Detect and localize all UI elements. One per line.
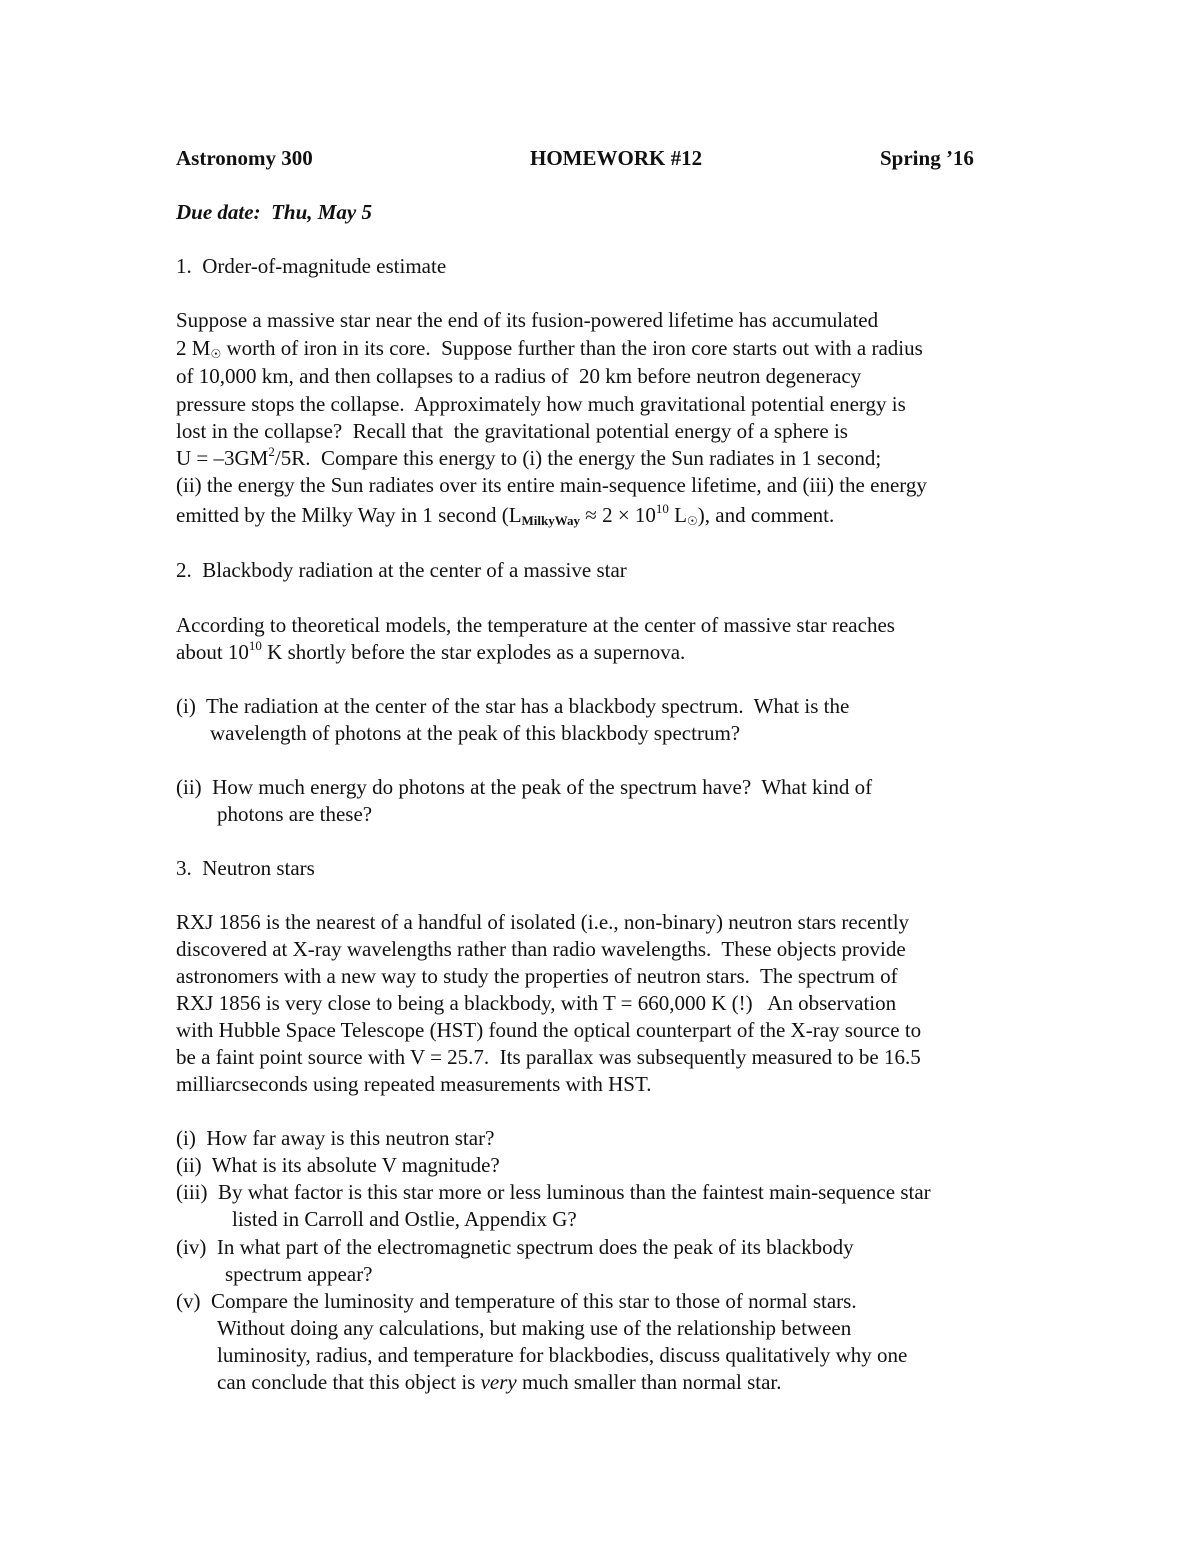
text-run: L [668,503,687,527]
problem-1-line [176,501,835,528]
problem-1-line [176,444,882,470]
problem-1-line: (ii) the energy the Sun radiates over its entire main-sequence lifetime, and (iii) the energy [176,473,927,497]
problem-3-question-i: (i) How far away is this neutron star? [176,1126,495,1150]
problem-2-part-ii: (ii) How much energy do photons at the peak of the spectrum have? What kind of [176,775,873,799]
problem-3-line: astronomers with a new way to study the properties of neutron stars. The spectrum of [176,964,898,988]
text-run: worth of iron in its core. Suppose further than the iron core starts out with a radius [221,336,923,360]
problem-2-heading: 2. Blackbody radiation at the center of a massive star [176,558,627,582]
due-label: Due date: [176,200,261,224]
problem-3-line: milliarcseconds using repeated measurements with HST. [176,1072,652,1096]
homework-title: HOMEWORK #12 [530,146,703,170]
problem-3-question-iii: listed in Carroll and Ostlie, Appendix G? [232,1207,577,1231]
problem-1-line: of 10,000 km, and then collapses to a radius of 20 km before neutron degeneracy [176,364,862,388]
problem-3-question-iii: (iii) By what factor is this star more or less luminous than the faintest main-sequence star [176,1180,931,1204]
problem-1-heading: 1. Order-of-magnitude estimate [176,254,447,278]
sun-symbol: ☉ [687,514,698,528]
problem-1-line: Suppose a massive star near the end of its fusion-powered lifetime has accumulated [176,308,879,332]
exponent: 2 [268,444,275,459]
problem-2-line [176,638,686,664]
problem-2-part-i: wavelength of photons at the peak of this blackbody spectrum? [210,721,741,745]
exponent: 10 [655,501,669,516]
subscript: MilkyWay [521,513,581,528]
text-run: ), and comment. [697,503,835,527]
text-run: 2 M [176,336,211,360]
problem-2-line: According to theoretical models, the temperature at the center of massive star reaches [176,613,895,637]
problem-3-question-iv: (iv) In what part of the electromagnetic spectrum does the peak of its blackbody [176,1235,854,1259]
problem-3-line: be a faint point source with V = 25.7. Its parallax was subsequently measured to be 16.5 [176,1045,921,1069]
problem-2-part-i: (i) The radiation at the center of the star has a blackbody spectrum. What is the [176,694,850,718]
sun-symbol: ☉ [210,347,222,361]
due-date [176,202,372,223]
problem-3-line: RXJ 1856 is the nearest of a handful of isolated (i.e., non-binary) neutron stars recently [176,910,910,934]
problem-3-question-v: Without doing any calculations, but making use of the relationship between [217,1316,852,1340]
text-run: much smaller than normal star. [516,1370,782,1394]
due-value: Thu, May 5 [271,200,373,224]
text-run: about 10 [176,640,249,664]
text-run: can conclude that this object is [217,1370,481,1394]
emphasis: very [480,1370,517,1394]
problem-3-line: discovered at X-ray wavelengths rather than radio wavelengths. These objects provide [176,937,906,961]
text-run: K shortly before the star explodes as a supernova. [261,640,686,664]
text-run: /5R. Compare this energy to (i) the energy the Sun radiates in 1 second; [274,446,882,470]
course-name: Astronomy 300 [176,146,313,170]
problem-1-line [176,338,923,359]
problem-1-line: pressure stops the collapse. Approximately how much gravitational potential energy is [176,392,906,416]
problem-3-heading: 3. Neutron stars [176,856,315,880]
problem-3-question-ii: (ii) What is its absolute V magnitude? [176,1153,500,1177]
text-run: emitted by the Milky Way in 1 second (L [176,503,522,527]
problem-3-question-iv: spectrum appear? [225,1262,373,1286]
text-run: ≈ 2 × 10 [580,503,656,527]
text-run: U = –3GM [176,446,269,470]
problem-3-line: RXJ 1856 is very close to being a blackbody, with T = 660,000 K (!) An observation [176,991,897,1015]
term: Spring ’16 [880,146,974,170]
exponent: 10 [248,638,262,653]
problem-2-part-ii: photons are these? [217,802,373,826]
problem-3-line: with Hubble Space Telescope (HST) found the optical counterpart of the X-ray source to [176,1018,922,1042]
problem-3-question-v [217,1372,782,1393]
problem-3-question-v: luminosity, radius, and temperature for blackbodies, discuss qualitatively why one [217,1343,908,1367]
problem-3-question-v: (v) Compare the luminosity and temperature of this star to those of normal stars. [176,1289,857,1313]
problem-1-line: lost in the collapse? Recall that the gravitational potential energy of a sphere is [176,419,848,443]
